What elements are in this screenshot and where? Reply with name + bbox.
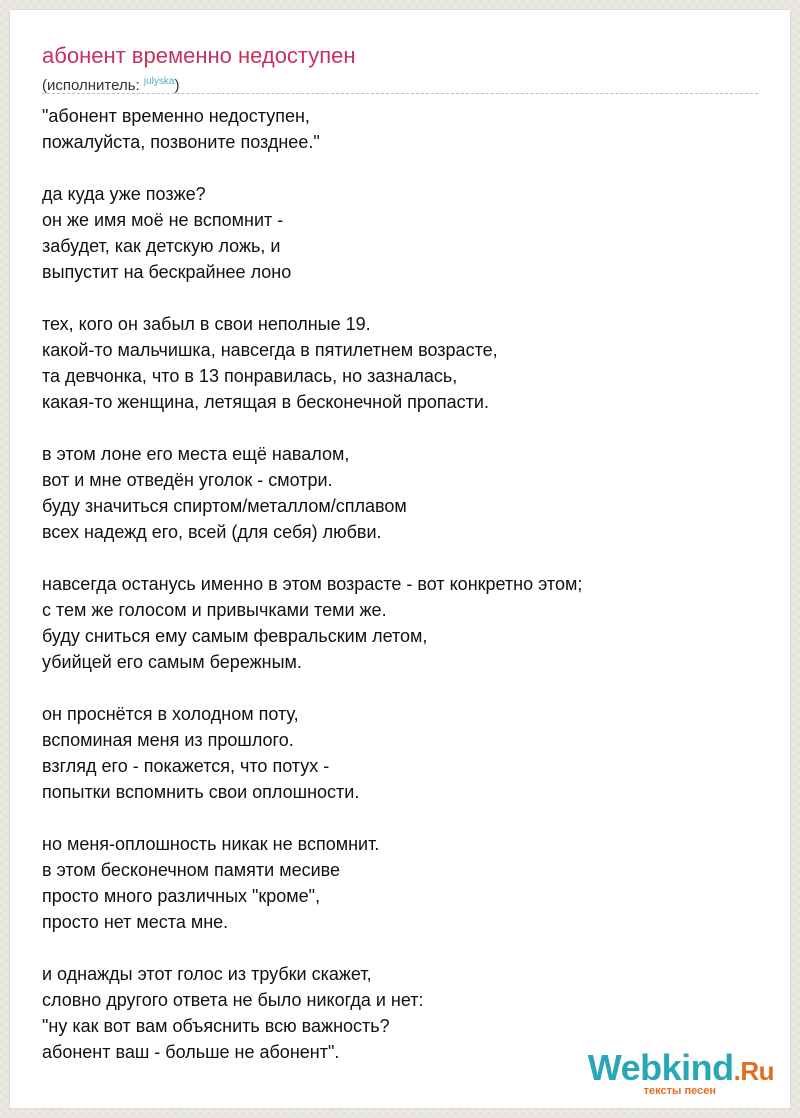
artist-link[interactable]: julyska bbox=[143, 76, 175, 87]
lyric-line: попытки вспомнить свои оплошности. bbox=[42, 782, 360, 802]
lyric-line: какая-то женщина, летящая в бесконечной пропасти. bbox=[42, 392, 489, 412]
lyric-line: просто нет места мне. bbox=[42, 912, 229, 932]
lyric-line: буду значиться спиртом/металлом/сплавом bbox=[42, 496, 407, 516]
lyric-line: словно другого ответа не было никогда и нет: bbox=[42, 990, 424, 1010]
site-logo[interactable] bbox=[574, 1048, 774, 1098]
lyric-line: тех, кого он забыл в свои неполные 19. bbox=[42, 314, 371, 334]
stanza bbox=[42, 181, 758, 285]
lyric-line: взгляд его - покажется, что потух - bbox=[42, 756, 330, 776]
lyric-line: пожалуйста, позвоните позднее." bbox=[42, 132, 320, 152]
lyric-line: да куда уже позже? bbox=[42, 184, 206, 204]
stanza bbox=[42, 571, 758, 675]
lyric-line: та девчонка, что в 13 понравилась, но зазналась, bbox=[42, 366, 458, 386]
lyric-line: какой-то мальчишка, навсегда в пятилетнем возрасте, bbox=[42, 340, 498, 360]
artist-suffix: ) bbox=[174, 77, 180, 94]
artist-prefix: (исполнитель: bbox=[42, 77, 144, 94]
brand-tld: .Ru bbox=[733, 1056, 774, 1086]
lyric-line: забудет, как детскую ложь, и bbox=[42, 236, 281, 256]
lyric-line: вспоминая меня из прошлого. bbox=[42, 730, 294, 750]
brand-name: Webkind bbox=[587, 1047, 734, 1088]
lyric-line: вот и мне отведён уголок - смотри. bbox=[42, 470, 333, 490]
lyric-line: в этом бесконечном памяти месиве bbox=[42, 860, 341, 880]
lyric-line: но меня-оплошность никак не вспомнит. bbox=[42, 834, 380, 854]
lyric-line: "абонент временно недоступен, bbox=[42, 106, 310, 126]
lyric-line: абонент ваш - больше не абонент". bbox=[42, 1042, 340, 1062]
lyric-line: в этом лоне его места ещё навалом, bbox=[42, 444, 350, 464]
lyrics-body bbox=[42, 103, 758, 1091]
lyric-line: выпустит на бескрайнее лоно bbox=[42, 262, 292, 282]
lyric-line: он проснётся в холодном поту, bbox=[42, 704, 299, 724]
lyric-line: убийцей его самым бережным. bbox=[42, 652, 302, 672]
lyrics-page bbox=[10, 10, 790, 1108]
divider bbox=[42, 93, 758, 94]
lyric-line: и однажды этот голос из трубки скажет, bbox=[42, 964, 372, 984]
stanza bbox=[42, 831, 758, 935]
lyric-line: "ну как вот вам объяснить всю важность? bbox=[42, 1016, 390, 1036]
lyric-line: просто много различных "кроме", bbox=[42, 886, 321, 906]
lyric-line: всех надежд его, всей (для себя) любви. bbox=[42, 522, 382, 542]
stanza bbox=[42, 311, 758, 415]
artist-line bbox=[42, 73, 179, 95]
stanza bbox=[42, 441, 758, 545]
song-title: абонент временно недоступен bbox=[42, 43, 356, 68]
lyric-line: с тем же голосом и привычками теми же. bbox=[42, 600, 387, 620]
stanza bbox=[42, 701, 758, 805]
stanza bbox=[42, 103, 758, 155]
lyric-line: он же имя моё не вспомнит - bbox=[42, 210, 284, 230]
lyric-line: буду сниться ему самым февральским летом, bbox=[42, 626, 428, 646]
lyric-line: навсегда останусь именно в этом возрасте - вот конкретно этом; bbox=[42, 574, 583, 594]
brand-tagline: тексты песен bbox=[643, 1085, 716, 1097]
